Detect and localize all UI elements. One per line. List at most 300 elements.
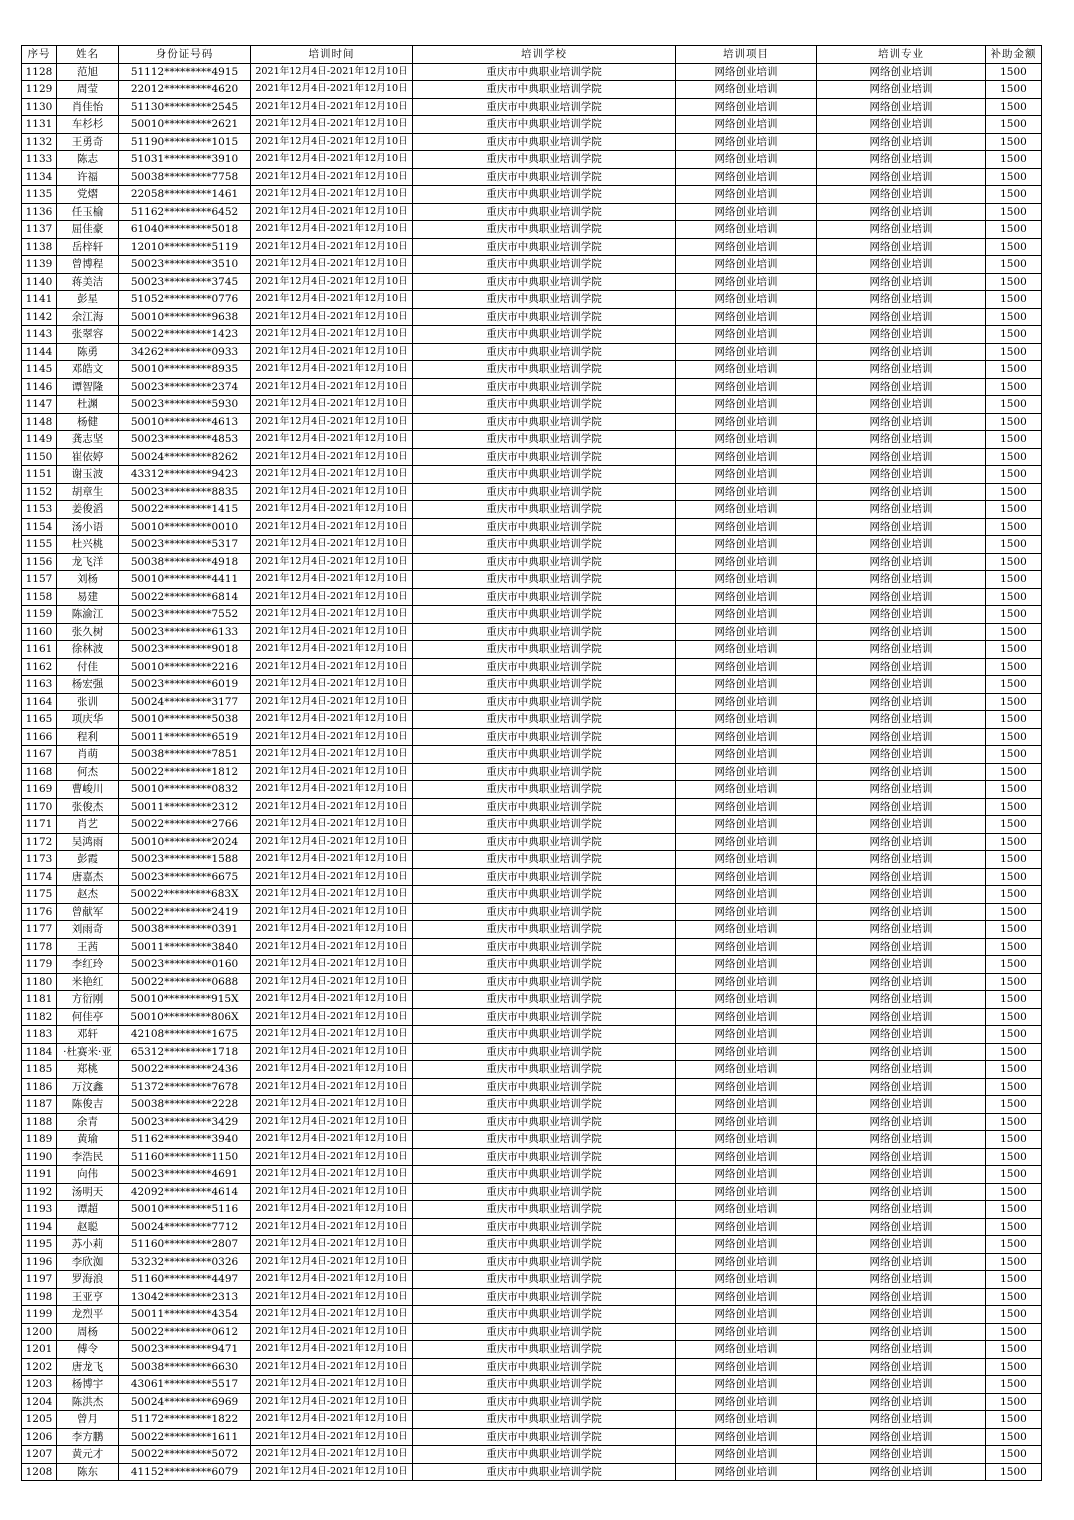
cell-index: 1129 — [22, 81, 57, 99]
cell-subsidy-amount: 1500 — [986, 553, 1042, 571]
cell-training-school: 重庆市中典职业培训学院 — [413, 431, 676, 449]
table-row — [22, 658, 1042, 676]
cell-training-period: 2021年12月4日-2021年12月10日 — [251, 221, 413, 239]
cell-training-major: 网络创业培训 — [817, 273, 986, 291]
cell-subsidy-amount: 1500 — [986, 1131, 1042, 1149]
cell-name: 刘雨奇 — [57, 921, 119, 939]
cell-training-school: 重庆市中典职业培训学院 — [413, 886, 676, 904]
cell-training-period: 2021年12月4日-2021年12月10日 — [251, 501, 413, 519]
table-row — [22, 623, 1042, 641]
cell-id-number: 50010*********5116 — [119, 1201, 251, 1219]
table-row — [22, 868, 1042, 886]
cell-name: 余青 — [57, 1113, 119, 1131]
cell-subsidy-amount: 1500 — [986, 1113, 1042, 1131]
table-row — [22, 308, 1042, 326]
table-row — [22, 326, 1042, 344]
cell-name: 陈勇 — [57, 343, 119, 361]
cell-index: 1190 — [22, 1148, 57, 1166]
cell-name: 付佳 — [57, 658, 119, 676]
cell-id-number: 50022*********2766 — [119, 816, 251, 834]
cell-training-project: 网络创业培训 — [676, 1411, 817, 1429]
cell-training-project: 网络创业培训 — [676, 1218, 817, 1236]
cell-training-school: 重庆市中典职业培训学院 — [413, 448, 676, 466]
cell-index: 1162 — [22, 658, 57, 676]
cell-name: 杨博宇 — [57, 1376, 119, 1394]
cell-name: 向伟 — [57, 1166, 119, 1184]
cell-name: ·杜赛米·亚 — [57, 1043, 119, 1061]
cell-training-school: 重庆市中典职业培训学院 — [413, 361, 676, 379]
cell-name: 何杰 — [57, 763, 119, 781]
table-row — [22, 781, 1042, 799]
cell-index: 1178 — [22, 938, 57, 956]
cell-training-project: 网络创业培训 — [676, 291, 817, 309]
cell-training-school: 重庆市中典职业培训学院 — [413, 133, 676, 151]
cell-index: 1191 — [22, 1166, 57, 1184]
table-row — [22, 378, 1042, 396]
cell-subsidy-amount: 1500 — [986, 1411, 1042, 1429]
cell-index: 1179 — [22, 956, 57, 974]
cell-name: 苏小莉 — [57, 1236, 119, 1254]
cell-training-school: 重庆市中典职业培训学院 — [413, 833, 676, 851]
cell-training-project: 网络创业培训 — [676, 868, 817, 886]
table-row — [22, 221, 1042, 239]
cell-training-project: 网络创业培训 — [676, 308, 817, 326]
cell-training-school: 重庆市中典职业培训学院 — [413, 186, 676, 204]
cell-subsidy-amount: 1500 — [986, 921, 1042, 939]
cell-training-major: 网络创业培训 — [817, 606, 986, 624]
header-row — [22, 46, 1042, 64]
cell-training-period: 2021年12月4日-2021年12月10日 — [251, 816, 413, 834]
cell-id-number: 50023*********3745 — [119, 273, 251, 291]
table-row — [22, 1271, 1042, 1289]
cell-training-project: 网络创业培训 — [676, 903, 817, 921]
cell-training-period: 2021年12月4日-2021年12月10日 — [251, 448, 413, 466]
cell-training-project: 网络创业培训 — [676, 1096, 817, 1114]
cell-training-school: 重庆市中典职业培训学院 — [413, 81, 676, 99]
cell-subsidy-amount: 1500 — [986, 448, 1042, 466]
cell-training-project: 网络创业培训 — [676, 1288, 817, 1306]
cell-id-number: 50011*********4354 — [119, 1306, 251, 1324]
cell-training-major: 网络创业培训 — [817, 833, 986, 851]
cell-id-number: 50023*********5930 — [119, 396, 251, 414]
cell-training-project: 网络创业培训 — [676, 1271, 817, 1289]
cell-training-school: 重庆市中典职业培训学院 — [413, 763, 676, 781]
cell-training-project: 网络创业培训 — [676, 763, 817, 781]
table-row — [22, 1026, 1042, 1044]
cell-training-school: 重庆市中典职业培训学院 — [413, 1323, 676, 1341]
cell-subsidy-amount: 1500 — [986, 326, 1042, 344]
cell-id-number: 50022*********683X — [119, 886, 251, 904]
cell-index: 1137 — [22, 221, 57, 239]
cell-training-period: 2021年12月4日-2021年12月10日 — [251, 256, 413, 274]
cell-id-number: 43061*********5517 — [119, 1376, 251, 1394]
cell-id-number: 50022*********0688 — [119, 973, 251, 991]
cell-id-number: 50010*********915X — [119, 991, 251, 1009]
cell-index: 1204 — [22, 1393, 57, 1411]
cell-training-school: 重庆市中典职业培训学院 — [413, 1183, 676, 1201]
cell-subsidy-amount: 1500 — [986, 1393, 1042, 1411]
cell-name: 王亚亨 — [57, 1288, 119, 1306]
cell-training-project: 网络创业培训 — [676, 1306, 817, 1324]
cell-index: 1141 — [22, 291, 57, 309]
cell-training-major: 网络创业培训 — [817, 1008, 986, 1026]
cell-name: 张翠容 — [57, 326, 119, 344]
cell-training-period: 2021年12月4日-2021年12月10日 — [251, 1358, 413, 1376]
header-training-major: 培训专业 — [817, 46, 986, 64]
cell-name: 肖萌 — [57, 746, 119, 764]
cell-training-period: 2021年12月4日-2021年12月10日 — [251, 431, 413, 449]
cell-training-school: 重庆市中典职业培训学院 — [413, 1411, 676, 1429]
cell-training-period: 2021年12月4日-2021年12月10日 — [251, 746, 413, 764]
cell-name: 党熠 — [57, 186, 119, 204]
cell-index: 1207 — [22, 1446, 57, 1464]
table-row — [22, 1148, 1042, 1166]
cell-name: 刘杨 — [57, 571, 119, 589]
cell-name: 易建 — [57, 588, 119, 606]
cell-training-period: 2021年12月4日-2021年12月10日 — [251, 868, 413, 886]
cell-name: 杨宏强 — [57, 676, 119, 694]
cell-training-major: 网络创业培训 — [817, 361, 986, 379]
cell-training-period: 2021年12月4日-2021年12月10日 — [251, 623, 413, 641]
cell-subsidy-amount: 1500 — [986, 1236, 1042, 1254]
cell-index: 1128 — [22, 63, 57, 81]
cell-training-school: 重庆市中典职业培训学院 — [413, 1288, 676, 1306]
cell-index: 1176 — [22, 903, 57, 921]
cell-name: 李红玲 — [57, 956, 119, 974]
cell-training-project: 网络创业培训 — [676, 256, 817, 274]
cell-training-school: 重庆市中典职业培训学院 — [413, 203, 676, 221]
cell-training-project: 网络创业培训 — [676, 623, 817, 641]
cell-id-number: 50010*********4613 — [119, 413, 251, 431]
cell-training-project: 网络创业培训 — [676, 1078, 817, 1096]
cell-training-period: 2021年12月4日-2021年12月10日 — [251, 81, 413, 99]
cell-training-project: 网络创业培训 — [676, 63, 817, 81]
cell-training-major: 网络创业培训 — [817, 623, 986, 641]
cell-training-period: 2021年12月4日-2021年12月10日 — [251, 168, 413, 186]
cell-id-number: 50022*********2419 — [119, 903, 251, 921]
cell-training-project: 网络创业培训 — [676, 641, 817, 659]
header-training-school: 培训学校 — [413, 46, 676, 64]
table-row — [22, 501, 1042, 519]
header-subsidy-amount: 补助金额 — [986, 46, 1042, 64]
cell-id-number: 50023*********4691 — [119, 1166, 251, 1184]
cell-index: 1203 — [22, 1376, 57, 1394]
cell-index: 1139 — [22, 256, 57, 274]
cell-training-school: 重庆市中典职业培训学院 — [413, 1008, 676, 1026]
cell-training-school: 重庆市中典职业培训学院 — [413, 1236, 676, 1254]
cell-id-number: 50011*********6519 — [119, 728, 251, 746]
cell-training-project: 网络创业培训 — [676, 693, 817, 711]
cell-training-project: 网络创业培训 — [676, 448, 817, 466]
table-row — [22, 1201, 1042, 1219]
cell-subsidy-amount: 1500 — [986, 396, 1042, 414]
cell-id-number: 50010*********4411 — [119, 571, 251, 589]
cell-training-project: 网络创业培训 — [676, 1061, 817, 1079]
cell-training-project: 网络创业培训 — [676, 1446, 817, 1464]
cell-training-project: 网络创业培训 — [676, 833, 817, 851]
cell-name: 汤明天 — [57, 1183, 119, 1201]
cell-name: 李浩民 — [57, 1148, 119, 1166]
table-row — [22, 886, 1042, 904]
table-row — [22, 1131, 1042, 1149]
cell-index: 1201 — [22, 1341, 57, 1359]
table-row — [22, 1096, 1042, 1114]
cell-index: 1206 — [22, 1428, 57, 1446]
cell-training-project: 网络创业培训 — [676, 588, 817, 606]
cell-index: 1144 — [22, 343, 57, 361]
cell-training-period: 2021年12月4日-2021年12月10日 — [251, 63, 413, 81]
cell-training-period: 2021年12月4日-2021年12月10日 — [251, 326, 413, 344]
table-row — [22, 1306, 1042, 1324]
cell-id-number: 50023*********3510 — [119, 256, 251, 274]
cell-name: 杨健 — [57, 413, 119, 431]
cell-training-period: 2021年12月4日-2021年12月10日 — [251, 378, 413, 396]
table-row — [22, 1253, 1042, 1271]
cell-training-major: 网络创业培训 — [817, 378, 986, 396]
cell-index: 1155 — [22, 536, 57, 554]
cell-id-number: 50010*********806X — [119, 1008, 251, 1026]
cell-id-number: 61040*********5018 — [119, 221, 251, 239]
cell-index: 1130 — [22, 98, 57, 116]
table-row — [22, 116, 1042, 134]
cell-id-number: 50023*********1588 — [119, 851, 251, 869]
cell-training-school: 重庆市中典职业培训学院 — [413, 1201, 676, 1219]
cell-training-project: 网络创业培训 — [676, 133, 817, 151]
cell-training-period: 2021年12月4日-2021年12月10日 — [251, 536, 413, 554]
cell-training-project: 网络创业培训 — [676, 1026, 817, 1044]
cell-id-number: 13042*********2313 — [119, 1288, 251, 1306]
cell-index: 1168 — [22, 763, 57, 781]
cell-training-project: 网络创业培训 — [676, 221, 817, 239]
cell-id-number: 51190*********1015 — [119, 133, 251, 151]
cell-id-number: 50024*********7712 — [119, 1218, 251, 1236]
cell-training-major: 网络创业培训 — [817, 1253, 986, 1271]
table-row — [22, 728, 1042, 746]
cell-name: 崔依婷 — [57, 448, 119, 466]
cell-training-period: 2021年12月4日-2021年12月10日 — [251, 1061, 413, 1079]
cell-name: 许福 — [57, 168, 119, 186]
cell-name: 龙飞洋 — [57, 553, 119, 571]
cell-training-period: 2021年12月4日-2021年12月10日 — [251, 1446, 413, 1464]
cell-subsidy-amount: 1500 — [986, 1288, 1042, 1306]
cell-subsidy-amount: 1500 — [986, 273, 1042, 291]
table-row — [22, 518, 1042, 536]
cell-training-project: 网络创业培训 — [676, 553, 817, 571]
cell-id-number: 50022*********5072 — [119, 1446, 251, 1464]
cell-name: 赵聪 — [57, 1218, 119, 1236]
cell-name: 黄元才 — [57, 1446, 119, 1464]
cell-training-major: 网络创业培训 — [817, 903, 986, 921]
cell-training-period: 2021年12月4日-2021年12月10日 — [251, 833, 413, 851]
cell-training-project: 网络创业培训 — [676, 676, 817, 694]
cell-index: 1188 — [22, 1113, 57, 1131]
cell-training-major: 网络创业培训 — [817, 1078, 986, 1096]
cell-id-number: 50022*********1415 — [119, 501, 251, 519]
table-row — [22, 1323, 1042, 1341]
cell-training-major: 网络创业培训 — [817, 81, 986, 99]
cell-training-project: 网络创业培训 — [676, 606, 817, 624]
cell-training-school: 重庆市中典职业培训学院 — [413, 1463, 676, 1481]
cell-subsidy-amount: 1500 — [986, 466, 1042, 484]
cell-id-number: 50023*********5317 — [119, 536, 251, 554]
cell-training-project: 网络创业培训 — [676, 816, 817, 834]
cell-name: 曾博程 — [57, 256, 119, 274]
cell-training-school: 重庆市中典职业培训学院 — [413, 413, 676, 431]
cell-index: 1184 — [22, 1043, 57, 1061]
cell-training-project: 网络创业培训 — [676, 1323, 817, 1341]
cell-training-major: 网络创业培训 — [817, 571, 986, 589]
cell-training-period: 2021年12月4日-2021年12月10日 — [251, 1183, 413, 1201]
table-row — [22, 851, 1042, 869]
cell-training-school: 重庆市中典职业培训学院 — [413, 1428, 676, 1446]
cell-training-project: 网络创业培训 — [676, 396, 817, 414]
cell-name: 唐嘉杰 — [57, 868, 119, 886]
cell-training-school: 重庆市中典职业培训学院 — [413, 623, 676, 641]
cell-id-number: 50023*********6019 — [119, 676, 251, 694]
cell-id-number: 50024*********6969 — [119, 1393, 251, 1411]
cell-training-period: 2021年12月4日-2021年12月10日 — [251, 973, 413, 991]
cell-training-period: 2021年12月4日-2021年12月10日 — [251, 1253, 413, 1271]
cell-name: 万汶鑫 — [57, 1078, 119, 1096]
cell-name: 屈佳豪 — [57, 221, 119, 239]
cell-training-period: 2021年12月4日-2021年12月10日 — [251, 1428, 413, 1446]
cell-name: 米艳红 — [57, 973, 119, 991]
cell-training-major: 网络创业培训 — [817, 431, 986, 449]
cell-id-number: 50024*********8262 — [119, 448, 251, 466]
cell-training-period: 2021年12月4日-2021年12月10日 — [251, 203, 413, 221]
cell-training-project: 网络创业培训 — [676, 1166, 817, 1184]
cell-training-major: 网络创业培训 — [817, 1446, 986, 1464]
cell-training-major: 网络创业培训 — [817, 221, 986, 239]
table-row — [22, 1393, 1042, 1411]
table-row — [22, 921, 1042, 939]
cell-id-number: 50022*********1611 — [119, 1428, 251, 1446]
cell-training-school: 重庆市中典职业培训学院 — [413, 168, 676, 186]
cell-id-number: 50023*********6675 — [119, 868, 251, 886]
table-row — [22, 1446, 1042, 1464]
cell-subsidy-amount: 1500 — [986, 763, 1042, 781]
table-row — [22, 606, 1042, 624]
cell-training-period: 2021年12月4日-2021年12月10日 — [251, 308, 413, 326]
cell-training-period: 2021年12月4日-2021年12月10日 — [251, 151, 413, 169]
cell-training-major: 网络创业培训 — [817, 413, 986, 431]
cell-subsidy-amount: 1500 — [986, 641, 1042, 659]
table-row — [22, 641, 1042, 659]
cell-index: 1171 — [22, 816, 57, 834]
cell-subsidy-amount: 1500 — [986, 1358, 1042, 1376]
cell-index: 1138 — [22, 238, 57, 256]
cell-training-school: 重庆市中典职业培训学院 — [413, 676, 676, 694]
cell-training-major: 网络创业培训 — [817, 693, 986, 711]
cell-training-project: 网络创业培训 — [676, 98, 817, 116]
cell-id-number: 50023*********8835 — [119, 483, 251, 501]
cell-training-project: 网络创业培训 — [676, 1131, 817, 1149]
cell-training-major: 网络创业培训 — [817, 1148, 986, 1166]
cell-training-major: 网络创业培训 — [817, 116, 986, 134]
cell-training-project: 网络创业培训 — [676, 781, 817, 799]
cell-training-major: 网络创业培训 — [817, 133, 986, 151]
cell-id-number: 50023*********0160 — [119, 956, 251, 974]
cell-training-major: 网络创业培训 — [817, 938, 986, 956]
cell-training-major: 网络创业培训 — [817, 746, 986, 764]
cell-training-project: 网络创业培训 — [676, 728, 817, 746]
cell-training-school: 重庆市中典职业培训学院 — [413, 606, 676, 624]
cell-name: 唐龙飞 — [57, 1358, 119, 1376]
cell-training-school: 重庆市中典职业培训学院 — [413, 1271, 676, 1289]
table-row — [22, 361, 1042, 379]
table-row — [22, 816, 1042, 834]
cell-index: 1172 — [22, 833, 57, 851]
cell-name: 王茜 — [57, 938, 119, 956]
cell-id-number: 50038*********2228 — [119, 1096, 251, 1114]
cell-training-major: 网络创业培训 — [817, 1376, 986, 1394]
table-row — [22, 273, 1042, 291]
cell-subsidy-amount: 1500 — [986, 343, 1042, 361]
cell-training-major: 网络创业培训 — [817, 501, 986, 519]
cell-training-school: 重庆市中典职业培训学院 — [413, 1393, 676, 1411]
cell-training-period: 2021年12月4日-2021年12月10日 — [251, 1218, 413, 1236]
cell-subsidy-amount: 1500 — [986, 1061, 1042, 1079]
table-row — [22, 1288, 1042, 1306]
cell-name: 傅令 — [57, 1341, 119, 1359]
cell-training-major: 网络创业培训 — [817, 1323, 986, 1341]
cell-subsidy-amount: 1500 — [986, 483, 1042, 501]
cell-training-school: 重庆市中典职业培训学院 — [413, 938, 676, 956]
cell-training-major: 网络创业培训 — [817, 238, 986, 256]
cell-training-project: 网络创业培训 — [676, 186, 817, 204]
cell-id-number: 50022*********1812 — [119, 763, 251, 781]
cell-name: 张俊杰 — [57, 798, 119, 816]
cell-training-project: 网络创业培训 — [676, 203, 817, 221]
cell-index: 1174 — [22, 868, 57, 886]
cell-subsidy-amount: 1500 — [986, 186, 1042, 204]
cell-id-number: 51160*********2807 — [119, 1236, 251, 1254]
cell-training-period: 2021年12月4日-2021年12月10日 — [251, 553, 413, 571]
cell-training-period: 2021年12月4日-2021年12月10日 — [251, 1148, 413, 1166]
cell-subsidy-amount: 1500 — [986, 746, 1042, 764]
table-row — [22, 186, 1042, 204]
cell-index: 1205 — [22, 1411, 57, 1429]
cell-training-project: 网络创业培训 — [676, 798, 817, 816]
cell-name: 方衍刚 — [57, 991, 119, 1009]
cell-name: 车杉杉 — [57, 116, 119, 134]
cell-training-major: 网络创业培训 — [817, 588, 986, 606]
cell-training-school: 重庆市中典职业培训学院 — [413, 1096, 676, 1114]
cell-subsidy-amount: 1500 — [986, 221, 1042, 239]
cell-training-major: 网络创业培训 — [817, 1341, 986, 1359]
cell-training-period: 2021年12月4日-2021年12月10日 — [251, 273, 413, 291]
table-row — [22, 833, 1042, 851]
cell-training-major: 网络创业培训 — [817, 781, 986, 799]
cell-index: 1196 — [22, 1253, 57, 1271]
cell-training-project: 网络创业培训 — [676, 1376, 817, 1394]
cell-subsidy-amount: 1500 — [986, 816, 1042, 834]
cell-id-number: 50022*********1423 — [119, 326, 251, 344]
cell-training-period: 2021年12月4日-2021年12月10日 — [251, 711, 413, 729]
cell-training-project: 网络创业培训 — [676, 238, 817, 256]
cell-training-major: 网络创业培训 — [817, 326, 986, 344]
cell-training-period: 2021年12月4日-2021年12月10日 — [251, 641, 413, 659]
cell-id-number: 50010*********5038 — [119, 711, 251, 729]
cell-subsidy-amount: 1500 — [986, 1341, 1042, 1359]
table-row — [22, 1043, 1042, 1061]
cell-index: 1185 — [22, 1061, 57, 1079]
cell-training-major: 网络创业培训 — [817, 63, 986, 81]
cell-training-project: 网络创业培训 — [676, 886, 817, 904]
table-row — [22, 763, 1042, 781]
cell-subsidy-amount: 1500 — [986, 606, 1042, 624]
cell-training-period: 2021年12月4日-2021年12月10日 — [251, 956, 413, 974]
